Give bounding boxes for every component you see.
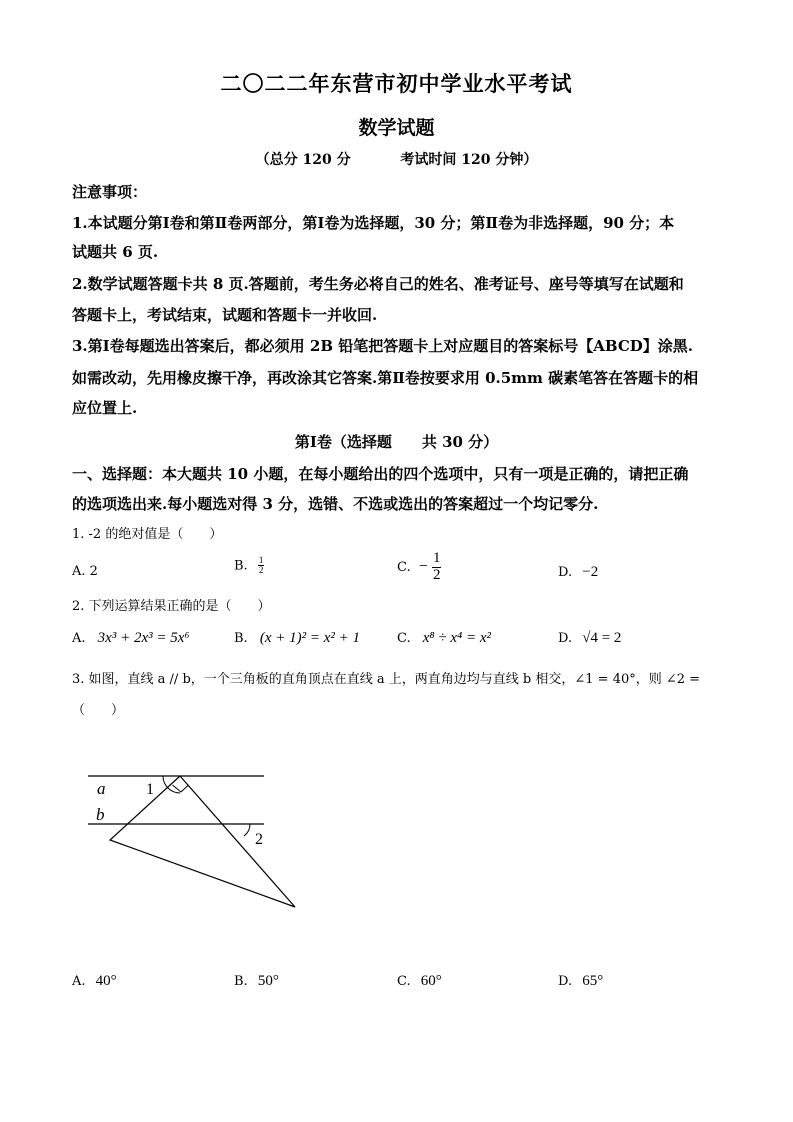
- exam-meta: [0, 149, 793, 169]
- q2-option-b: [234, 630, 360, 647]
- q2-option-a: [72, 630, 190, 647]
- notice-line: 2.数学试题答题卡共 8 页.答题前，考生务必将自己的姓名、准考证号、座号等填写在试题和: [72, 275, 684, 293]
- denominator: 2: [258, 565, 264, 576]
- option-label: C.: [397, 974, 411, 989]
- option-expr: x⁸ ÷ x⁴ = x²: [422, 630, 492, 646]
- option-label: C.: [397, 559, 411, 575]
- option-label: D.: [558, 974, 573, 989]
- question-3-stem: 3. 如图，直线 a // b，一个三角板的直角顶点在直线 a 上，两直角边均与直线 b 相交，∠1 = 40°，则 ∠2 =: [72, 672, 701, 687]
- fraction: [432, 551, 442, 584]
- angle-1-label: 1: [146, 781, 154, 798]
- option-label: A.: [72, 974, 86, 989]
- option-label: A.: [72, 631, 86, 646]
- option-label: B.: [234, 558, 248, 574]
- q3-option-b: [234, 973, 279, 990]
- option-label: C.: [397, 631, 411, 646]
- right-angle-mark: [173, 785, 189, 792]
- set-square-triangle: [110, 776, 295, 907]
- angle-2-arc: [244, 824, 250, 836]
- exam-title: 二〇二二年东营市初中学业水平考试: [220, 71, 573, 96]
- q3-option-a: [72, 973, 117, 990]
- option-label: B.: [234, 631, 248, 646]
- option-label: B.: [234, 974, 248, 989]
- numerator: 1: [432, 550, 441, 566]
- numerator: 1: [258, 555, 264, 565]
- notice-line: 答题卡上，考试结束，试题和答题卡一并收回.: [72, 306, 378, 324]
- notice-line: 3.第Ⅰ卷每题选出答案后，都必须用 2B 铅笔把答题卡上对应题目的答案标号【ABCD】涂黑.: [72, 337, 694, 355]
- question-1-stem: 1. -2 的绝对值是（ ）: [72, 527, 223, 542]
- line-b-label: b: [96, 805, 105, 824]
- question-2-stem: 2. 下列运算结果正确的是（ ）: [72, 599, 271, 614]
- option-expr: √4 = 2: [582, 630, 622, 646]
- exam-subject: 数学试题: [358, 117, 435, 139]
- angle-2-label: 2: [255, 831, 263, 848]
- option-expr: −2: [582, 564, 599, 580]
- q3-option-c: [397, 973, 442, 990]
- q2-option-c: [397, 630, 491, 647]
- notice-line: 试题共 6 页.: [72, 243, 159, 261]
- q1-option-b: [234, 556, 264, 576]
- notice-line: 应位置上.: [72, 399, 138, 417]
- q1-option-a: A. 2: [72, 564, 98, 579]
- option-expr: 50°: [257, 973, 279, 989]
- line-a-label: a: [97, 779, 106, 798]
- parallel-lines-triangle-figure: [80, 760, 310, 920]
- option-expr: 40°: [95, 973, 117, 989]
- option-expr: (x + 1)² = x² + 1: [259, 630, 360, 646]
- denominator: 2: [432, 566, 441, 583]
- q3-option-d: [558, 973, 603, 990]
- fraction: [258, 556, 265, 576]
- option-label: D.: [558, 631, 573, 646]
- option-expr: 60°: [420, 973, 442, 989]
- q2-option-d: [558, 630, 621, 647]
- notice-line: 1.本试题分第Ⅰ卷和第Ⅱ卷两部分，第Ⅰ卷为选择题，30 分；第Ⅱ卷为非选择题，90 分；本: [72, 214, 675, 232]
- minus-sign: −: [418, 557, 428, 575]
- total-score: （总分 120 分: [255, 152, 351, 168]
- notice-line: 如需改动，先用橡皮擦干净，再改涂其它答案.第Ⅱ卷按要求用 0.5mm 碳素笔答在答题卡的相: [72, 369, 699, 387]
- option-label: D.: [558, 565, 573, 580]
- notice-heading: 注意事项：: [72, 183, 148, 201]
- section-instruction: 一、选择题：本大题共 10 小题，在每小题给出的四个选项中，只有一项是正确的，请把正确: [72, 465, 689, 483]
- question-3-stem-cont: （ ）: [72, 703, 125, 718]
- option-expr: 3x³ + 2x³ = 5x⁶: [97, 630, 190, 646]
- exam-duration: 考试时间 120 分钟）: [400, 152, 538, 168]
- option-expr: 65°: [582, 973, 604, 989]
- q1-option-c: [397, 551, 441, 584]
- section-heading: 第Ⅰ卷（选择题 共 30 分）: [294, 433, 499, 451]
- q1-option-d: [558, 564, 598, 581]
- section-instruction: 的选项选出来.每小题选对得 3 分，选错、不选或选出的答案超过一个均记零分.: [72, 495, 599, 513]
